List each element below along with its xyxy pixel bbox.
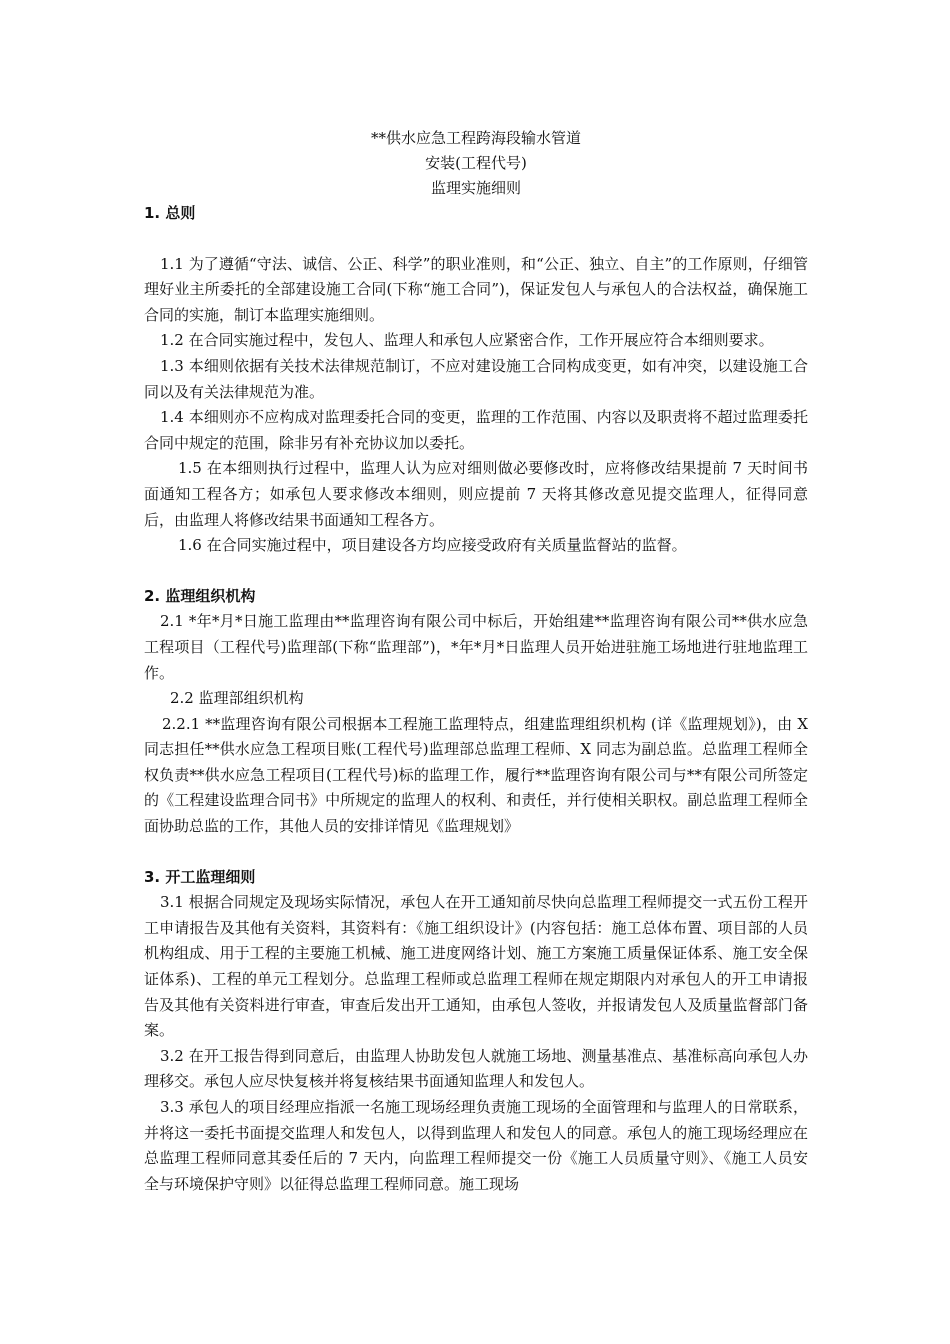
spacer [144, 840, 808, 865]
paragraph-2-2-1: 2.2.1 **监理咨询有限公司根据本工程施工监理特点，组建监理组织机构 (详《监理规划》)，由 X 同志担任**供水应急工程项目账(工程代号)监理部总监理工程师、X 同志为副总监。总监理工程师全权负责**供水应急工程项目(工程代号)标的监理工作，履行**监理咨询有限公司与**有限公司所签定的《工程建设监理合同书》中所规定的监理人的权利、和责任，并行使相关职权。副总监理工程师全面协助总监的工作，其他人员的安排详情见《监理规划》 [144, 714, 808, 836]
paragraph-1-6: 1.6 在合同实施过程中，项目建设各方均应接受政府有关质量监督站的监督。 [178, 536, 687, 555]
section-1-heading: 1. 总则 [144, 204, 196, 222]
paragraph-3-2: 3.2 在开工报告得到同意后，由监理人协助发包人就施工场地、测量基准点、基准标高向承包人办理移交。承包人应尽快复核并将复核结果书面通知监理人和发包人。 [144, 1046, 808, 1091]
spacer [144, 227, 808, 252]
paragraph-1-1: 1.1 为了遵循“守法、诚信、公正、科学”的职业准则，和“公正、独立、自主”的工作原则，仔细管理好业主所委托的全部建设施工合同(下称“施工合同”)，保证发包人与承包人的合法权益，确保施工合同的实施，制订本监理实施细则。 [144, 254, 808, 324]
section-3-heading: 3. 开工监理细则 [144, 867, 256, 886]
paragraph-2-2: 2.2 监理部组织机构 [170, 689, 304, 708]
paragraph-1-2: 1.2 在合同实施过程中，发包人、监理人和承包人应紧密合作，工作开展应符合本细则要求。 [160, 331, 774, 350]
paragraph-1-4: 1.4 本细则亦不应构成对监理委托合同的变更，监理的工作范围、内容以及职责将不超过监理委托合同中规定的范围，除非另有补充协议加以委托。 [144, 408, 808, 452]
spacer [144, 559, 808, 584]
paragraph-3-3: 3.3 承包人的项目经理应指派一名施工现场经理负责施工现场的全面管理和与监理人的日常联系，并将这一委托书面提交监理人和发包人，以得到监理人和发包人的同意。承包人的施工现场经理应在总监理工程师同意其委任后的 7 天内，向监理工程师提交一份《施工人员质量守则》、《施工人员安全与环境保护守则》以征得总监理工程师同意。施工现场 [144, 1098, 808, 1193]
section-2-heading: 2. 监理组织机构 [144, 586, 256, 605]
title-line-2: 安装(工程代号) [425, 154, 527, 172]
title-line-3: 监理实施细则 [430, 179, 521, 197]
paragraph-1-3: 1.3 本细则依据有关技术法律规范制订，不应对建设施工合同构成变更，如有冲突，以建设施工合同以及有关法律规范为准。 [144, 356, 808, 401]
paragraph-2-1: 2.1 *年*月*日施工监理由**监理咨询有限公司中标后，开始组建**监理咨询有限公司**供水应急工程项目（工程代号)监理部(下称“监理部”)，*年*月*日监理人员开始进驻施工场地进行驻地监理工作。 [144, 612, 808, 682]
document-body [144, 126, 808, 1197]
document-title [144, 126, 808, 201]
paragraph-3-1: 3.1 根据合同规定及现场实际情况，承包人在开工通知前尽快向总监理工程师提交一式五份工程开工申请报告及其他有关资料，其资料有：《施工组织设计》(内容包括：施工总体布置、项目部的人员机构组成、用于工程的主要施工机械、施工进度网络计划、施工方案施工质量保证体系、施工安全保证体系)、工程的单元工程划分。总监理工程师或总监理工程师在规定期限内对承包人的开工申请报告及其他有关资料进行审查，审查后发出开工通知，由承包人签收，并报请发包人及质量监督部门备案。 [144, 893, 808, 1040]
paragraph-1-5: 1.5 在本细则执行过程中，监理人认为应对细则做必要修改时，应将修改结果提前 7 天时间书面通知工程各方；如承包人要求修改本细则，则应提前 7 天将其修改意见提交监理人，征得同意后，由监理人将修改结果书面通知工程各方。 [144, 459, 808, 529]
title-line-1: **供水应急工程跨海段输水管道 [370, 129, 581, 147]
